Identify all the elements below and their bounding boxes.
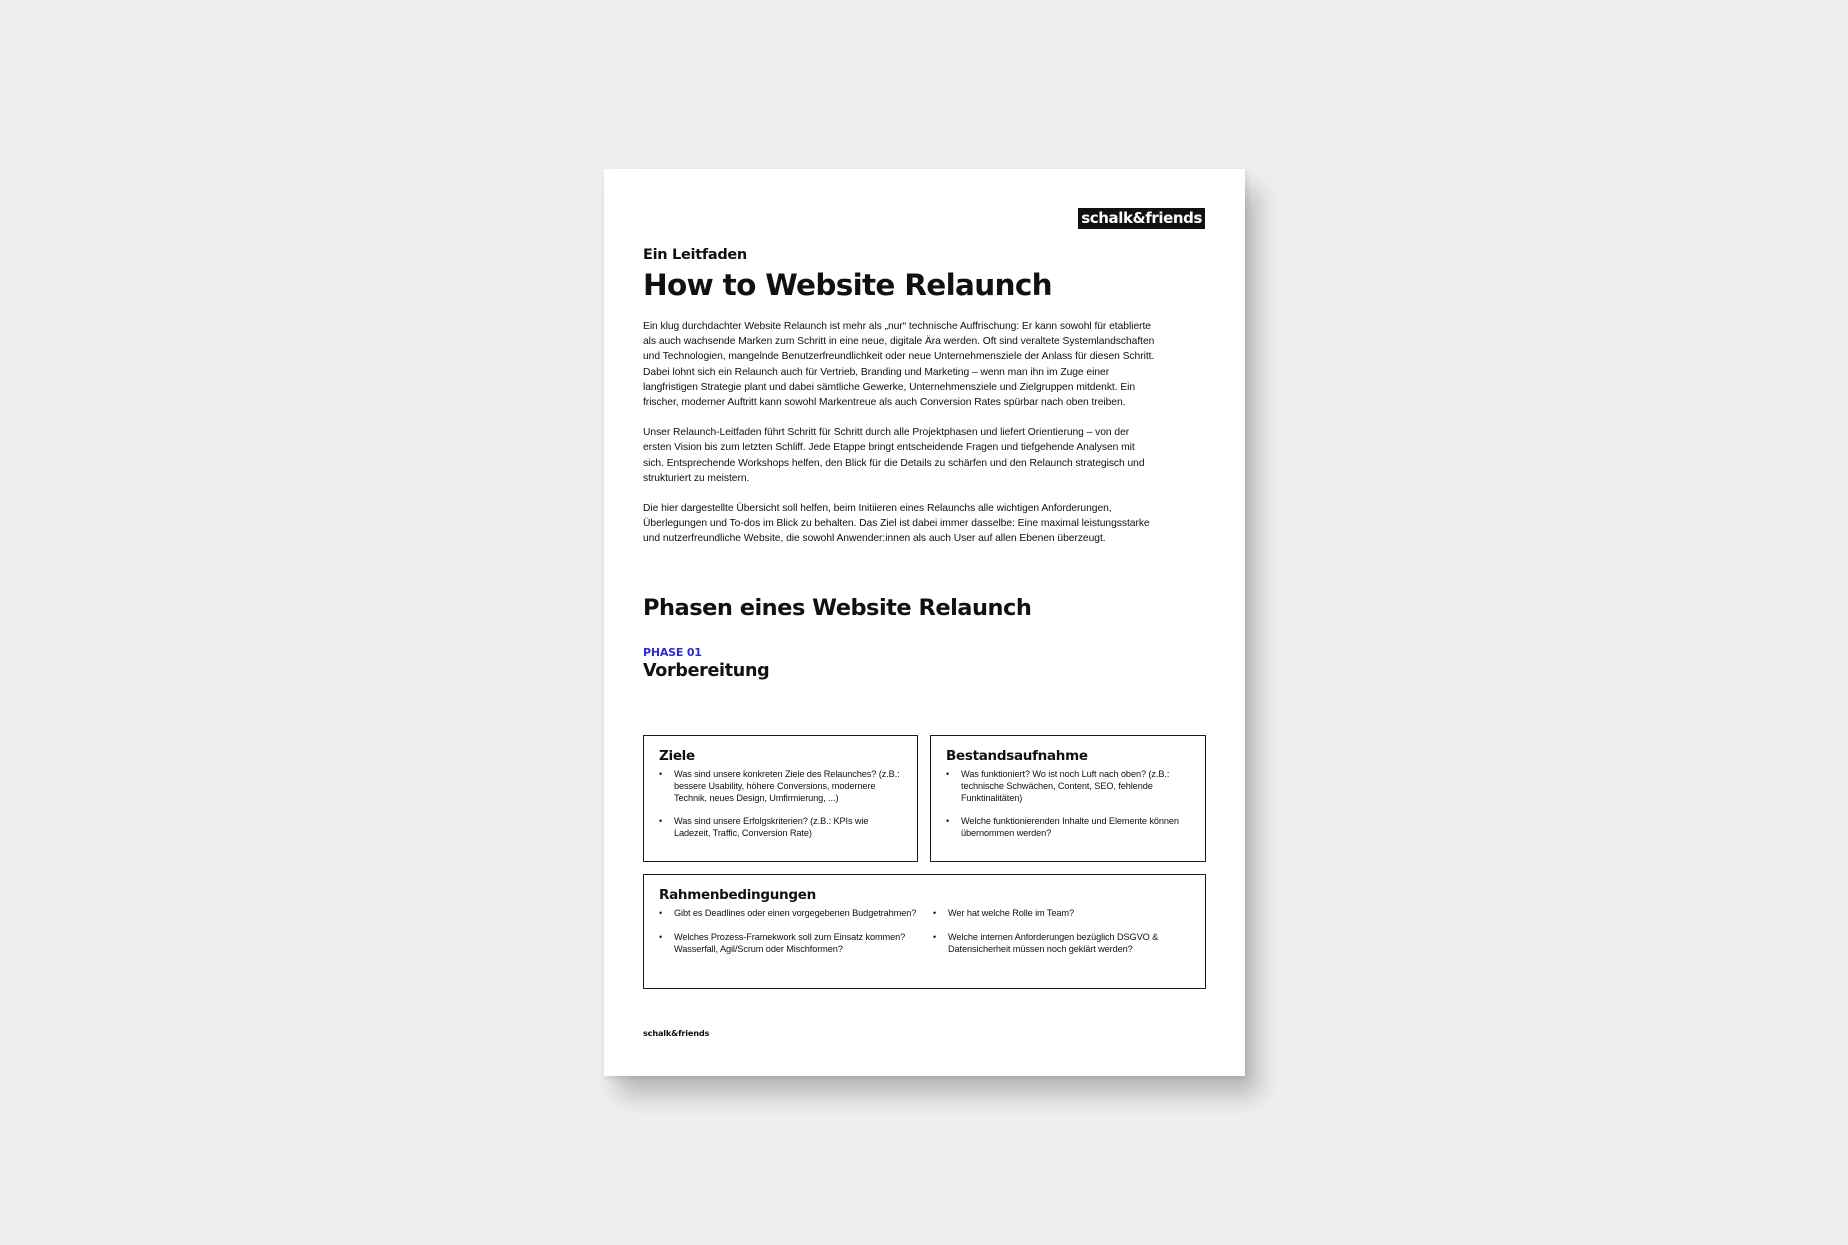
box-bestandsaufnahme xyxy=(930,735,1206,862)
box-ziele xyxy=(643,735,918,862)
phase-title: Vorbereitung xyxy=(643,660,770,681)
list-item: • Was sind unsere konkreten Ziele des Relaunches? (z.B.: bessere Usability, höhere Conversions, modernere Technik, neues Design, Umfirmierung, ...) xyxy=(659,769,903,804)
box-title: Ziele xyxy=(659,748,695,764)
document-kicker: Ein Leitfaden xyxy=(643,247,747,263)
list-item: • Was funktioniert? Wo ist noch Luft nach oben? (z.B.: technische Schwächen, Content, SEO, fehlende Funktinalitäten) xyxy=(946,769,1191,804)
box-list-left xyxy=(659,908,917,955)
footer-logo: schalk&friends xyxy=(643,1028,710,1038)
list-item: • Welche internen Anforderungen bezüglich DSGVO & Datensicherheit müssen noch geklärt werden? xyxy=(933,932,1191,956)
document-content xyxy=(643,246,1207,682)
intro-paragraph: Ein klug durchdachter Website Relaunch ist mehr als „nur“ technische Auffrischung: Er kann sowohl für etablierte als auch wachsende Marken zum Schritt in eine neue, digitale Ära werden. Oft sind veraltete Systemlandschaften und Technologien, mangelnde Benutzerfreundlichkeit oder neue Unternehmensziele der Anlass für diesen Schritt. Dabei lohnt sich ein Relaunch auch für Vertrieb, Branding und Marketing – wenn man ihn im Zuge einer langfristigen Strategie plant und dabei sämtliche Gewerke, Unternehmensziele und Zielgruppen mitdenkt. Ein frischer, moderner Auftritt kann sowohl Markentreue als auch Conversion Rates spürbar nach oben treiben. xyxy=(643,321,1155,409)
intro-paragraph: Die hier dargestellte Übersicht soll helfen, beim Initiieren eines Relaunchs alle wichtigen Anforderungen, Überlegungen und To-dos im Blick zu behalten. Das Ziel ist dabei immer dasselbe: Eine maximal leistungsstarke und nutzerfreundliche Website, die sowohl Anwender:innen als auch User auf allen Ebenen überzeugt. xyxy=(643,503,1150,545)
list-item: • Welches Prozess-Framekwork soll zum Einsatz kommen? Wasserfall, Agil/Scrum oder Mischformen? xyxy=(659,932,917,956)
intro-text xyxy=(643,319,1155,547)
list-item: • Welche funktionierenden Inhalte und Elemente können übernommen werden? xyxy=(946,816,1191,840)
intro-paragraph: Unser Relaunch-Leitfaden führt Schritt für Schritt durch alle Projektphasen und liefert Orientierung – von der ersten Vision bis zum letzten Schliff. Jede Etappe bringt entscheidende Fragen und tiefgehende Analysen mit sich. Entsprechende Workshops helfen, den Blick für die Details zu schärfen und den Relaunch strategisch und strukturiert zu meistern. xyxy=(643,427,1145,484)
box-title: Rahmenbedingungen xyxy=(659,887,816,903)
box-rahmenbedingungen xyxy=(643,874,1206,989)
document-page xyxy=(604,169,1245,1076)
section-title: Phasen eines Website Relaunch xyxy=(643,594,1032,621)
list-item: • Was sind unsere Erfolgskriterien? (z.B.: KPIs wie Ladezeit, Traffic, Conversion Rate) xyxy=(659,816,903,840)
box-title: Bestandsaufnahme xyxy=(946,748,1088,764)
list-item: • Wer hat welche Rolle im Team? xyxy=(933,908,1191,920)
document-title: How to Website Relaunch xyxy=(643,268,1052,302)
phase-label: PHASE 01 xyxy=(643,645,702,659)
box-list xyxy=(946,769,1191,840)
box-list xyxy=(659,769,903,840)
brand-logo: schalk&friends xyxy=(1078,208,1205,229)
box-columns xyxy=(659,908,1191,955)
list-item: • Gibt es Deadlines oder einen vorgegebenen Budgetrahmen? xyxy=(659,908,917,920)
box-list-right xyxy=(933,908,1191,955)
